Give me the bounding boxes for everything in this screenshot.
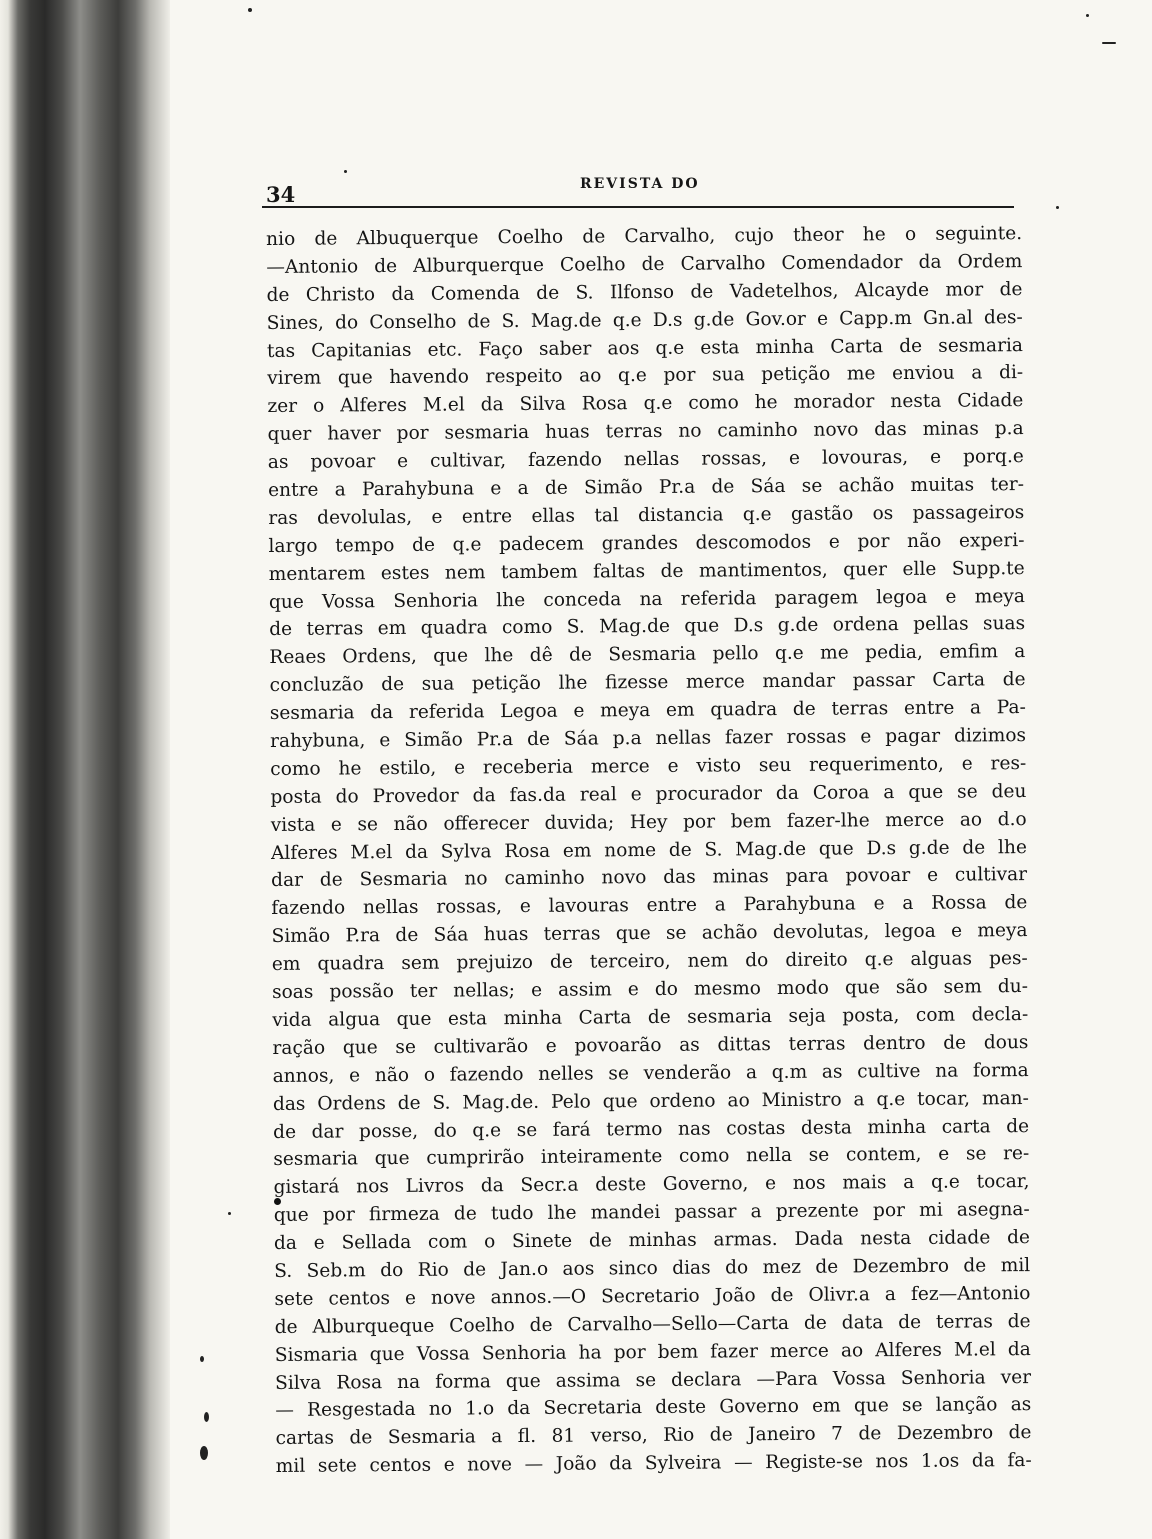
binding-shadow	[0, 0, 170, 1539]
text-line: soas possão ter nellas; e assim e do mesmo modo que são sem du-	[271, 976, 1029, 1004]
text-line: Sismaria que Vossa Senhoria ha por bem fazer merce ao Alferes M.el da	[274, 1338, 1031, 1366]
text-line: nio de Albuquerque Coelho de Carvalho, cujo theor he o seguinte.	[266, 223, 1023, 250]
text-line: concluzão de sua petição lhe fizesse merce mandar passar Carta de	[269, 669, 1026, 697]
text-line: ras devolulas, e entre ellas tal distancia q.e gastão os passageiros	[268, 501, 1025, 529]
text-line: como he estilo, e receberia merce e visto seu requerimento, e res-	[270, 752, 1027, 780]
text-line: cartas de Sesmaria a fl. 81 verso, Rio de Janeiro 7 de Dezembro de	[275, 1422, 1032, 1450]
text-line: sete centos e nove annos.—O Secretario João de Olivr.a a fez—Antonio	[274, 1282, 1031, 1310]
text-line: annos, e não o fazendo nelles se venderão a q.m as cultive na forma	[272, 1059, 1029, 1087]
text-line: de terras em quadra como S. Mag.de que D.s g.de ordena pellas suas	[269, 613, 1026, 641]
text-line: ração que se cultivarão e povoarão as dittas terras dentro de dous	[272, 1031, 1029, 1059]
ink-speck	[1056, 206, 1059, 209]
text-line: rahybuna, e Simão Pr.a de Sáa p.a nellas fazer rossas e pagar dizimos	[269, 725, 1027, 753]
text-line: zer o Alferes M.el da Silva Rosa q.e como he morador nesta Cidade	[267, 390, 1024, 418]
text-line: mentarem estes nem tambem faltas de mantimentos, quer elle Supp.te	[268, 557, 1025, 585]
text-line: Sines, do Conselho de S. Mag.de q.e D.s g.de Gov.or e Capp.m Gn.al des-	[266, 306, 1023, 334]
text-line: virem que havendo respeito ao q.e por sua petição me enviou a di-	[267, 362, 1024, 390]
text-line: da e Sellada com o Sinete de minhas armas. Dada nesta cidade de	[273, 1227, 1031, 1255]
text-line: sesmaria da referida Legoa e meya em quadra de terras entre a Pa-	[269, 697, 1026, 725]
page-number: 34	[266, 182, 296, 207]
body-text	[266, 220, 1032, 1481]
ink-speck	[1102, 42, 1116, 44]
text-line: Silva Rosa na forma que assima se declara —Para Vossa Senhoria ver	[275, 1366, 1032, 1394]
text-line: —Antonio de Alburquerque Coelho de Carvalho Comendador da Ordem	[266, 250, 1023, 278]
text-line: dar de Sesmaria no caminho novo das minas para povoar e cultivar	[271, 864, 1028, 892]
text-line: gistará nos Livros da Secr.a deste Governo, e nos mais a q.e tocar,	[273, 1171, 1030, 1199]
ink-speck	[1086, 14, 1089, 17]
text-line: de Alburqueque Coelho de Carvalho—Sello—Carta de data de terras de	[274, 1310, 1031, 1338]
text-line: das Ordens de S. Mag.de. Pelo que ordeno ao Ministro a q.e tocar, man-	[272, 1087, 1029, 1115]
page-header	[262, 172, 1014, 216]
text-line: de dar posse, do q.e se fará termo nas costas desta minha carta de	[273, 1115, 1030, 1143]
text-line: vida algua que esta minha Carta de sesmaria seja posta, com decla-	[272, 1003, 1029, 1031]
text-line: entre a Parahybuna e a de Simão Pr.a de Sáa se achão muitas ter-	[267, 474, 1025, 502]
text-line: as povoar e cultivar, fazendo nellas rossas, e lovouras, e porq.e	[267, 446, 1024, 474]
ink-speck	[248, 8, 252, 12]
text-line: tas Capitanias etc. Faço saber aos q.e esta minha Carta de sesmaria	[266, 334, 1024, 362]
text-line: Alferes M.el da Sylva Rosa em nome de S. Mag.de que D.s g.de de lhe	[270, 836, 1027, 864]
text-line: que Vossa Senhoria lhe conceda na referida paragem legoa e meya	[268, 585, 1026, 613]
text-line: posta do Provedor da fas.da real e procurador da Coroa a que se deu	[270, 780, 1027, 808]
text-line: Simão P.ra de Sáa huas terras que se achão devolutas, legoa e meya	[271, 920, 1028, 948]
text-line: Reaes Ordens, que lhe dê de Sesmaria pello q.e me pedia, emfim a	[269, 641, 1026, 669]
text-line: largo tempo de q.e padecem grandes descomodos e por não experi-	[268, 529, 1025, 557]
ink-speck	[200, 1356, 204, 1362]
running-title: REVISTA DO	[580, 176, 700, 192]
text-line: fazendo nellas rossas, e lavouras entre a Parahybuna e a Rossa de	[271, 892, 1028, 920]
text-line: S. Seb.m do Rio de Jan.o aos sinco dias do mez de Dezembro de mil	[274, 1254, 1031, 1282]
text-line: em quadra sem prejuizo de terceiro, nem do direito q.e alguas pes-	[271, 948, 1028, 976]
text-line: sesmaria que cumprirão inteiramente como nella se contem, e se re-	[273, 1143, 1030, 1171]
text-line: vista e se não offerecer duvida; Hey por bem fazer-lhe merce ao d.o	[270, 808, 1027, 836]
text-line: que por firmeza de tudo lhe mandei passar a prezente por mi asegna-	[273, 1199, 1030, 1227]
text-line: — Resgestada no 1.o da Secretaria deste Governo em que se lanção as	[275, 1394, 1032, 1422]
header-rule	[262, 206, 1014, 208]
ink-speck	[200, 1446, 208, 1460]
ink-speck	[228, 1212, 231, 1215]
text-line: de Christo da Comenda de S. Ilfonso de Vadetelhos, Alcayde mor de	[266, 278, 1023, 306]
text-line: quer haver por sesmaria huas terras no caminho novo das minas p.a	[267, 418, 1024, 446]
ink-speck	[204, 1412, 209, 1422]
text-line: mil sete centos e nove — João da Sylveira — Registe-se nos 1.os da fa-	[275, 1450, 1032, 1478]
